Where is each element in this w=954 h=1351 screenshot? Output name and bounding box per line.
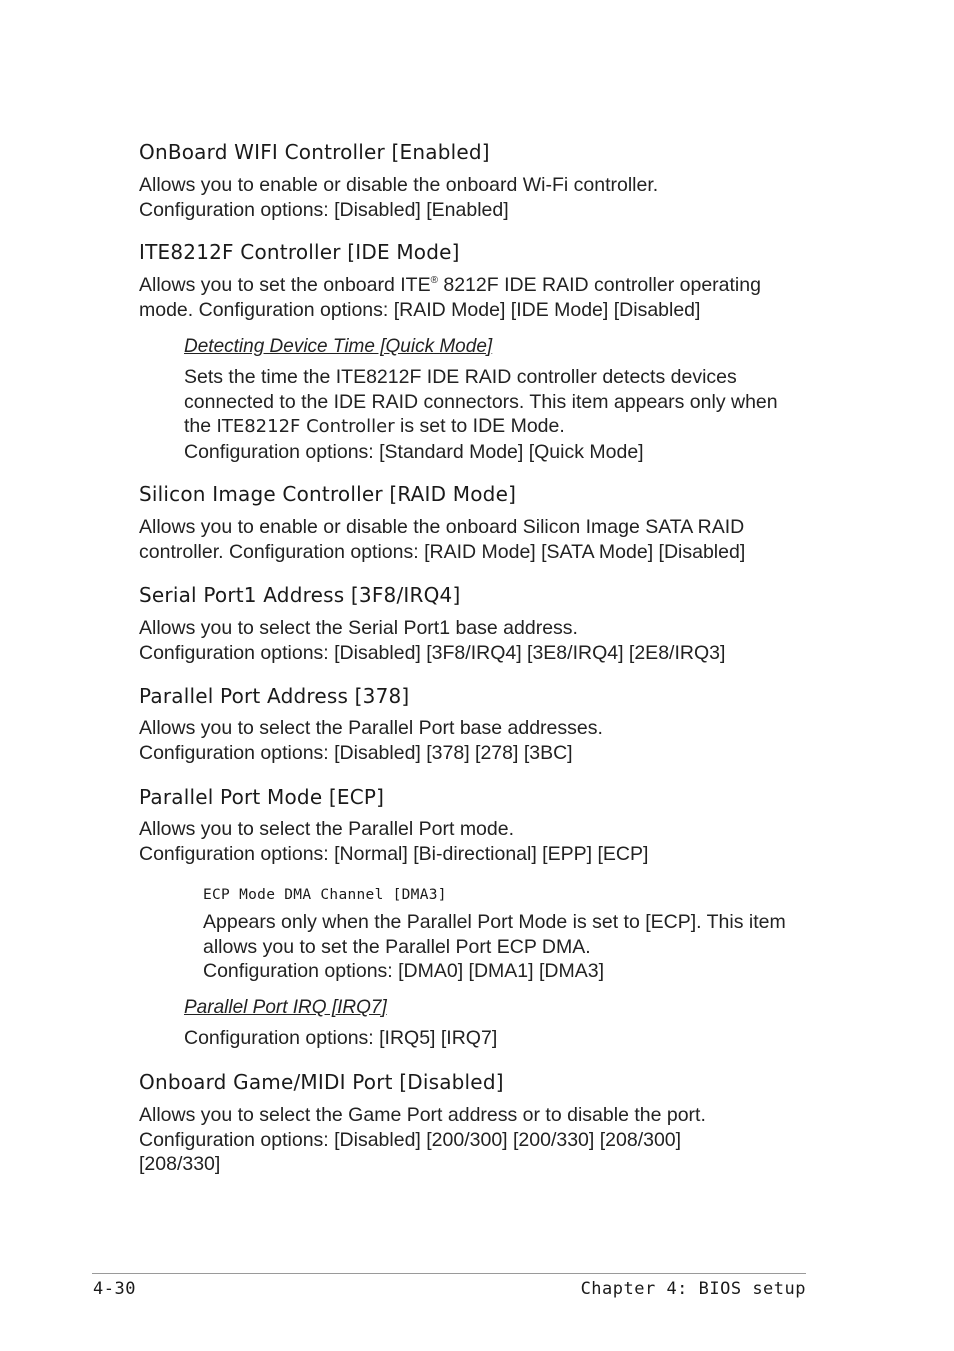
serial-description xyxy=(139,616,725,665)
parallel-address-desc-line-1: Allows you to select the Parallel Port base addresses. xyxy=(139,717,603,739)
silicon-desc-line-2: controller. Configuration options: [RAID Mode] [SATA Mode] [Disabled] xyxy=(139,540,746,563)
silicon-description xyxy=(139,515,745,564)
wifi-description xyxy=(139,173,658,222)
parallel-mode-desc-line-2: Configuration options: [Normal] [Bi-directional] [EPP] [ECP] xyxy=(139,842,649,865)
heading-ite-controller: ITE8212F Controller [IDE Mode] xyxy=(139,240,460,264)
ecp-desc-line-1: Appears only when the Parallel Port Mode is set to [ECP]. This item xyxy=(203,911,786,933)
detect-description xyxy=(184,365,778,464)
ite-desc-line-1b: 8212F IDE RAID controller operating xyxy=(437,274,761,296)
ecp-desc-line-3: Configuration options: [DMA0] [DMA1] [DMA3] xyxy=(203,960,604,982)
footer-divider xyxy=(92,1273,806,1274)
ecp-description xyxy=(203,910,786,984)
ite-desc-line-1 xyxy=(139,273,761,298)
detect-desc-line-3c: is set to IDE Mode. xyxy=(394,415,565,437)
parallel-mode-desc-line-1: Allows you to select the Parallel Port mode. xyxy=(139,818,515,840)
serial-desc-line-1: Allows you to select the Serial Port1 base address. xyxy=(139,617,578,639)
detect-desc-line-4: Configuration options: [Standard Mode] [Quick Mode] xyxy=(184,440,644,463)
chapter-title: Chapter 4: BIOS setup xyxy=(580,1279,806,1299)
subheading-ecp-dma-channel: ECP Mode DMA Channel [DMA3] xyxy=(203,887,447,903)
game-desc-line-3: [208/330] xyxy=(139,1153,221,1175)
ite-description xyxy=(139,273,761,322)
parallel-address-description xyxy=(139,716,603,765)
subheading-detecting-device-time: Detecting Device Time [Quick Mode] xyxy=(184,336,493,357)
wifi-desc-line-1: Allows you to enable or disable the onboard Wi-Fi controller. xyxy=(139,174,659,196)
registered-mark: ® xyxy=(430,275,438,286)
game-desc-line-2: Configuration options: [Disabled] [200/300] [200/330] [208/300] xyxy=(139,1128,682,1151)
heading-game-midi-port: Onboard Game/MIDI Port [Disabled] xyxy=(139,1070,504,1094)
subheading-parallel-port-irq: Parallel Port IRQ [IRQ7] xyxy=(184,997,387,1018)
heading-serial-port-address: Serial Port1 Address [3F8/IRQ4] xyxy=(139,583,461,607)
wifi-desc-line-2: Configuration options: [Disabled] [Enabled] xyxy=(139,198,509,221)
detect-desc-item-ref: ITE8212F Controller xyxy=(216,416,395,437)
heading-parallel-port-address: Parallel Port Address [378] xyxy=(139,684,410,708)
ecp-desc-line-2: allows you to set the Parallel Port ECP DMA. xyxy=(203,935,591,958)
detect-desc-line-3 xyxy=(184,414,778,440)
heading-silicon-image-controller: Silicon Image Controller [RAID Mode] xyxy=(139,482,517,506)
serial-desc-line-2: Configuration options: [Disabled] [3F8/IRQ4] [3E8/IRQ4] [2E8/IRQ3] xyxy=(139,641,726,664)
game-desc-line-1: Allows you to select the Game Port address or to disable the port. xyxy=(139,1104,706,1126)
ite-desc-line-1a: Allows you to set the onboard ITE xyxy=(139,274,431,296)
silicon-desc-line-1: Allows you to enable or disable the onboard Silicon Image SATA RAID xyxy=(139,516,745,538)
detect-desc-line-2: connected to the IDE RAID connectors. This item appears only when xyxy=(184,390,778,413)
detect-desc-line-3a: the xyxy=(184,415,217,437)
parallel-mode-description xyxy=(139,817,648,866)
heading-wifi-controller: OnBoard WIFI Controller [Enabled] xyxy=(139,140,490,164)
irq-description xyxy=(184,1026,497,1051)
ite-desc-line-2: mode. Configuration options: [RAID Mode] [IDE Mode] [Disabled] xyxy=(139,298,701,321)
heading-parallel-port-mode: Parallel Port Mode [ECP] xyxy=(139,785,385,809)
page-number: 4-30 xyxy=(93,1279,136,1299)
game-description xyxy=(139,1103,706,1177)
detect-desc-line-1: Sets the time the ITE8212F IDE RAID controller detects devices xyxy=(184,366,737,388)
irq-desc-line-1: Configuration options: [IRQ5] [IRQ7] xyxy=(184,1027,498,1049)
parallel-address-desc-line-2: Configuration options: [Disabled] [378] [278] [3BC] xyxy=(139,741,573,764)
